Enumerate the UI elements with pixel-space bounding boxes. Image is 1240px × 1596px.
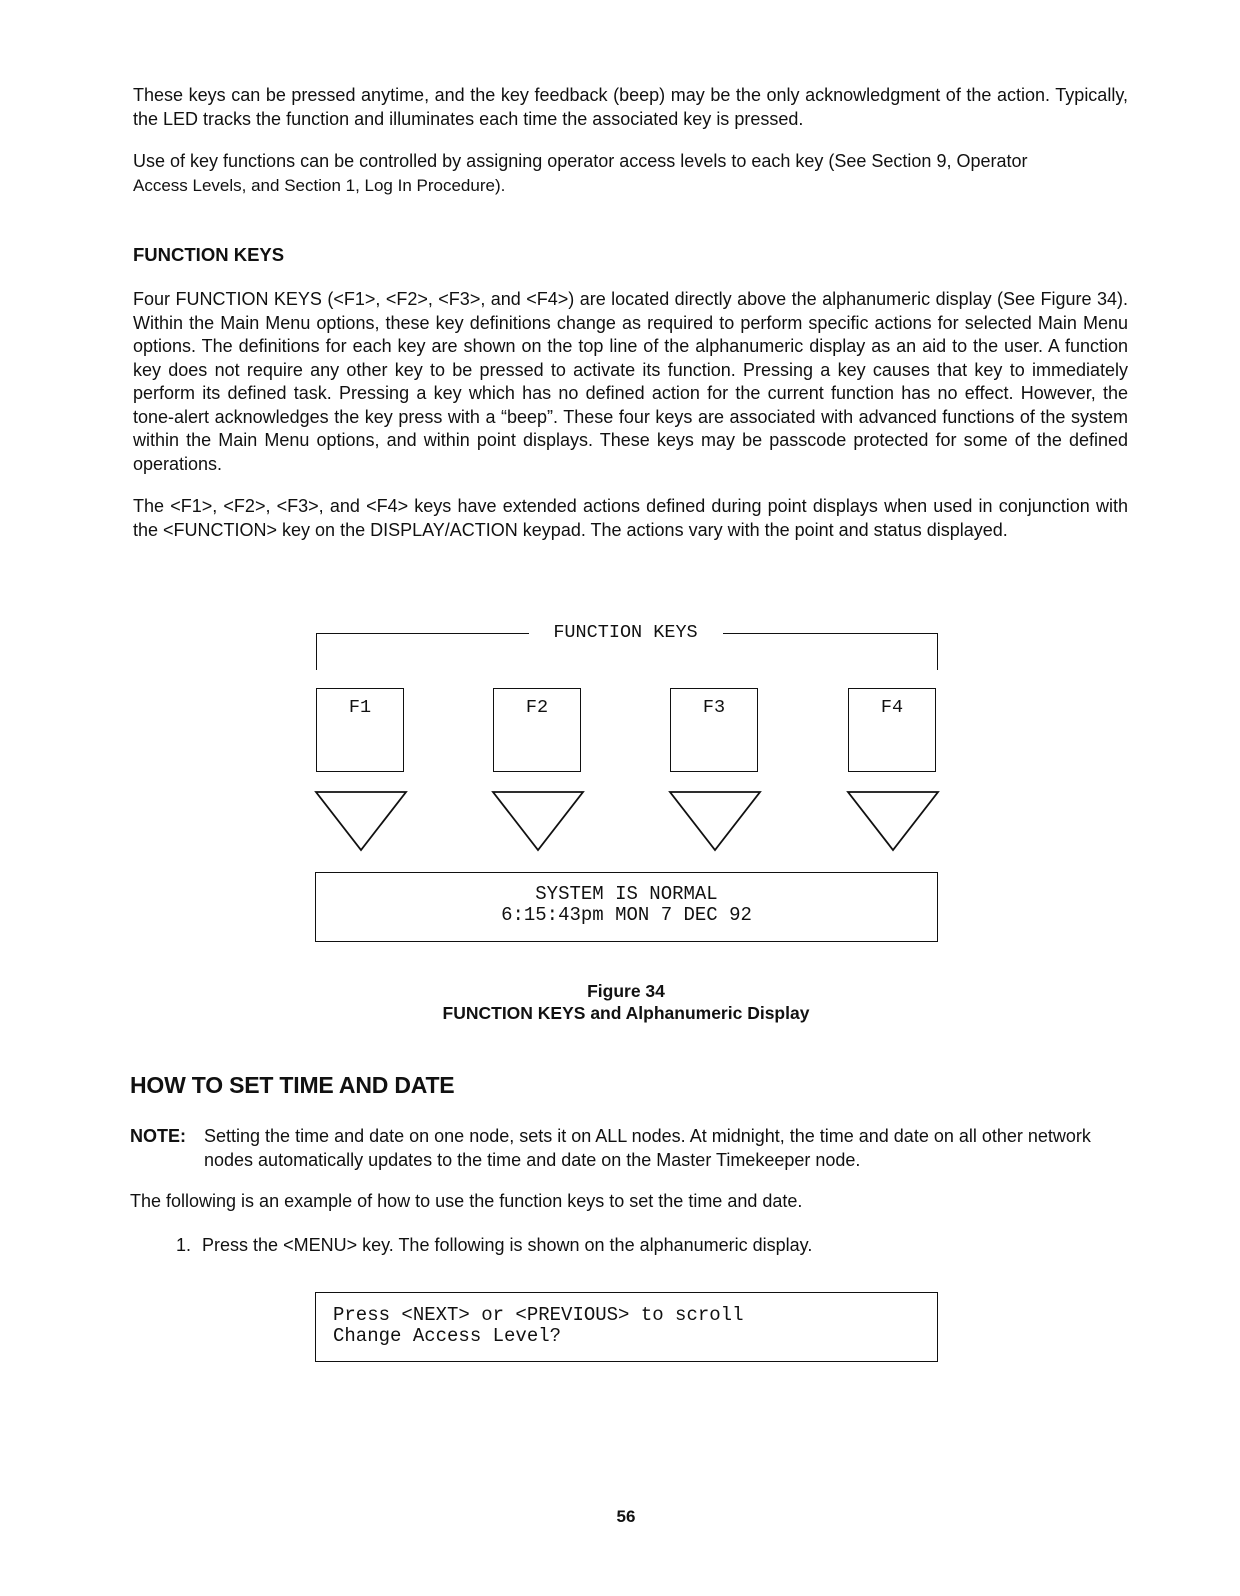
alphanumeric-display — [315, 872, 938, 942]
menu-display-line-2: Change Access Level? — [333, 1325, 562, 1347]
page-number: 56 — [616, 1507, 636, 1526]
function-keys-heading: FUNCTION KEYS — [133, 244, 285, 265]
bracket-right-line — [723, 633, 938, 670]
menu-display-line-1: Press <NEXT> or <PREVIOUS> to scroll — [333, 1304, 744, 1326]
time-date-heading: HOW TO SET TIME AND DATE — [130, 1072, 455, 1098]
function-keys-paragraph-1: Four FUNCTION KEYS (<F1>, <F2>, <F3>, and <F4>) are located directly above the alphanumeric display (See Figure 34). Within the Main Menu options, these key definitions change as required to perform specific actions for selected Main Menu options. The definitions for each key are shown on the top line of the alphanumeric display as an aid to the user. A function key does not require any other key to be pressed to activate its function. Pressing a key causes that key to immediately perform its defined task. Pressing a key which has no defined action for the current function has no effect. However, the tone-alert acknowledges the key press with a “beep”. These four keys are associated with advanced functions of the system within the Main Menu options, and within point displays. These keys may be passcode protected for some of the defined operations. — [133, 289, 1128, 474]
down-arrow-f1-icon — [314, 790, 408, 854]
function-key-f4-label: F4 — [880, 697, 904, 718]
function-key-f3-label: F3 — [702, 697, 726, 718]
function-key-f4[interactable] — [848, 688, 936, 772]
figure-caption-title: FUNCTION KEYS and Alphanumeric Display — [442, 1003, 810, 1023]
step-1-number: 1. — [176, 1235, 192, 1255]
step-1 — [176, 1233, 812, 1257]
function-key-f3[interactable] — [670, 688, 758, 772]
function-key-f1-label: F1 — [348, 697, 372, 718]
function-keys-paragraph-2: The <F1>, <F2>, <F3>, and <F4> keys have extended actions defined during point displays when used in conjunction with the <FUNCTION> key on the DISPLAY/ACTION keypad. The actions vary with the point and status displayed. — [133, 496, 1128, 540]
note-label: NOTE: — [130, 1126, 186, 1146]
down-arrow-f2-icon — [491, 790, 585, 854]
note-body: Setting the time and date on one node, sets it on ALL nodes. At midnight, the time and date on all other network nodes automatically updates to the time and date on the Master Timekeeper node. — [204, 1126, 1091, 1170]
intro-paragraph-1: These keys can be pressed anytime, and the key feedback (beep) may be the only acknowledgment of the action. Typically, the LED tracks the function and illuminates each time the associated key is pressed. — [133, 85, 1128, 129]
bracket-left-line — [316, 633, 529, 670]
display-line-2: 6:15:43pm MON 7 DEC 92 — [501, 904, 752, 926]
display-line-1: SYSTEM IS NORMAL — [535, 883, 718, 905]
intro-paragraph-2-tail: Access Levels, and Section 1, Log In Procedure). — [133, 175, 506, 195]
intro-paragraph-2-main: Use of key functions can be controlled by assigning operator access levels to each key (See Section 9, Operator — [133, 151, 1028, 171]
step-1-text: Press the <MENU> key. The following is shown on the alphanumeric display. — [202, 1235, 813, 1255]
menu-display — [315, 1292, 938, 1362]
down-arrow-f4-icon — [846, 790, 940, 854]
down-arrow-f3-icon — [668, 790, 762, 854]
bracket-label: FUNCTION KEYS — [553, 622, 698, 643]
figure-caption-number: Figure 34 — [587, 981, 665, 1001]
function-key-f2-label: F2 — [525, 697, 549, 718]
intro-paragraph-2 — [133, 150, 1128, 197]
function-key-f2[interactable] — [493, 688, 581, 772]
function-key-f1[interactable] — [316, 688, 404, 772]
example-intro-text: The following is an example of how to use the function keys to set the time and date. — [130, 1191, 803, 1211]
